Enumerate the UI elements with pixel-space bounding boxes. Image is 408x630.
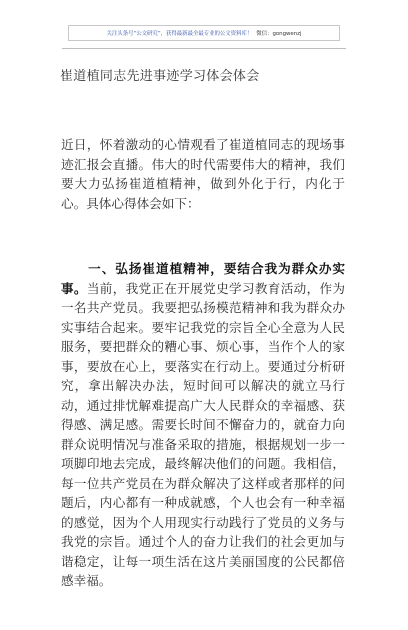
section-body: 当前，我党正在开展党史学习教育活动，作为一名共产党员。我要把弘扬模范精神和我为群众办实事结合起来。要牢记我党的宗旨全心全意为人民服务，要把群众的糟心事、烦心事，当作个人的家事，要放在心上，要落实在行动上。要通过分析研究，拿出解决办法，短时间可以解决的就立马行动，通过排忧解难提高广大人民群众的幸福感、获得感、满足感。需要长时间不懈奋力的，就奋力向群众说明情况与准备采取的措施，根据规划一步一项脚印地去完成，最终解决他们的问题。我相信，每一位共产党员在为群众解决了这样或者那样的问题后，内心都有一种成就感，个人也会有一种幸福的感觉，因为个人用现实行动践行了党员的义务与我党的宗旨。通过个人的奋力让我们的社会更加与谐稳定，让每一项生活在这片美丽国度的公民都倍感幸福。	[61, 280, 346, 588]
promo-banner	[68, 25, 340, 41]
promo-banner-text: 关注头条号“公文研究”，获得最新最全最专业的公文资料库！	[106, 31, 253, 37]
promo-banner-wechat: 微信：gongwenzj	[256, 31, 302, 37]
section-heading: 一、弘扬崔道植精神，要结合我为群众办实事。	[61, 261, 345, 296]
document-title: 崔道植同志先进事迹学习体会体会	[60, 69, 260, 84]
header-divider	[62, 48, 346, 49]
intro-paragraph: 近日，怀着激动的心情观看了崔道植同志的现场事迹汇报会直播。伟大的时代需要伟大的精神，我们要大力弘扬崔道植精神，做到外化于行，内化于心。具体心得体会如下：	[61, 137, 345, 211]
document-body	[61, 96, 345, 630]
section-paragraph	[61, 259, 345, 591]
